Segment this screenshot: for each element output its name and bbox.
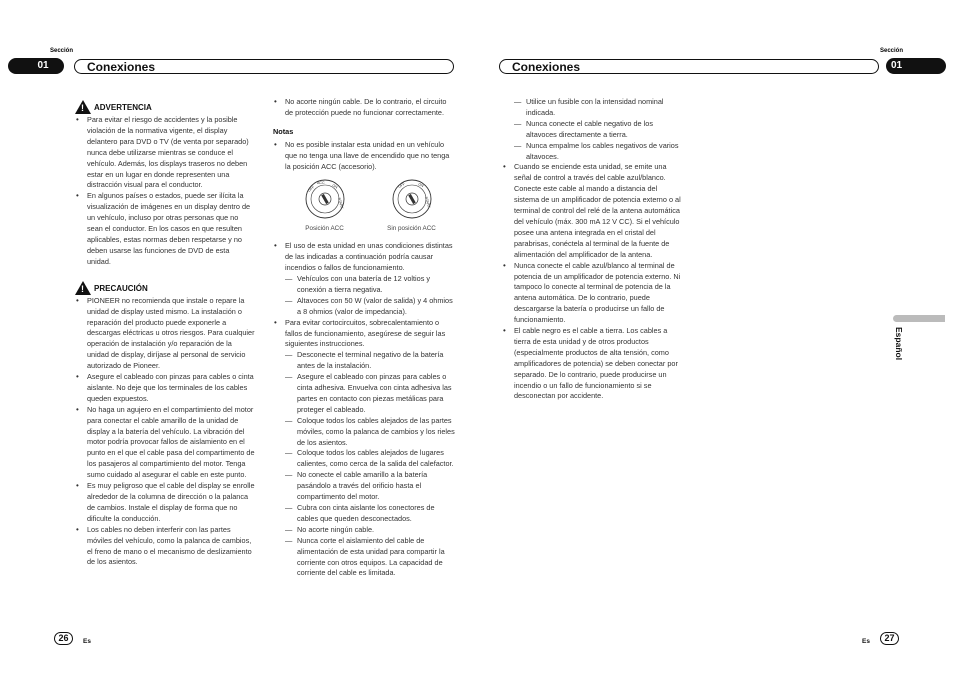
top-dash-list xyxy=(502,97,684,162)
figure-noacc xyxy=(387,178,437,235)
right-bullet-list xyxy=(502,162,684,402)
list-item: • Los cables no deben interferir con las partes móviles del vehículo, como la palanca de cambios, el freno de mano o el mecanismo de deslizamiento de los asientos. xyxy=(75,525,255,569)
advertencia-list xyxy=(75,115,255,268)
dash-item: — Asegure el cableado con pinzas para cables o cinta adhesiva. Envuelva con cinta adhesiva las partes en contacto con piezas metálicas para proteger el cableado. xyxy=(285,372,455,416)
list-item: • En algunos países o estados, puede ser ilícita la visualización de imágenes en un display dentro de un vehículo, incluso por otras personas que no sean el conductor. En los casos en que resulten aplicables, estas normas deben respetarse y no deben usarse las funciones de DVD de esta unidad. xyxy=(75,191,255,267)
dash-item: — Vehículos con una batería de 12 voltios y conexión a tierra negativa. xyxy=(285,274,455,296)
page-number-right: 27 xyxy=(880,632,899,645)
section-number-text-left: 01 xyxy=(37,60,49,71)
warning-icon xyxy=(75,100,91,114)
list-item: • Nunca conecte el cable azul/blanco al terminal de potencia de un amplificador de potencia externo. Ni tampoco lo conecte al terminal de potencia de la antena automática. De lo contrario, puede descargarse la batería o producirse un fallo de funcionamiento. xyxy=(502,261,684,326)
corto-dash-list xyxy=(285,350,455,579)
list-item: • Asegure el cableado con pinzas para cables o cinta aislante. No deje que los terminales de los cables queden expuestos. xyxy=(75,372,255,405)
lang-code-left: Es xyxy=(83,638,91,645)
section-number-left xyxy=(8,58,64,74)
page-number-left: 26 xyxy=(54,632,73,645)
title-bar-left xyxy=(74,59,454,74)
notas-list xyxy=(273,140,455,173)
section-label-left: Sección xyxy=(50,48,74,54)
list-item xyxy=(273,241,455,317)
list-item: • PIONEER no recomienda que instale o repare la unidad de display usted mismo. La instalación o reparación del producto puede exponerle a descargas eléctricas u otros riesgos. Para cualquier operación de instalación y/o reparación de la unidad de display, diríjase al personal de servicio autorizado de Pioneer. xyxy=(75,296,255,372)
figure-acc xyxy=(300,178,350,235)
dash-item: — Cubra con cinta aislante los conectores de cables que queden desconectados. xyxy=(285,503,455,525)
column-1 xyxy=(75,100,255,568)
title-bar-right xyxy=(499,59,879,74)
uso-text: • El uso de esta unidad en unas condiciones distintas de las indicadas a continuación podría causar incendios o fallos de funcionamiento. xyxy=(285,241,453,273)
dash-item: — Utilice un fusible con la intensidad nominal indicada. xyxy=(514,97,684,119)
uso-dash-list xyxy=(285,274,455,318)
advertencia-heading xyxy=(75,100,255,114)
language-tab xyxy=(893,315,945,322)
precaucion-title: PRECAUCIÓN xyxy=(94,283,148,293)
noacc-caption: Sin posición ACC xyxy=(387,225,436,233)
dash-item: — Nunca corte el aislamiento del cable de alimentación de esta unidad para compartir la corriente con otros equipos. La capacidad de corriente del cable es limitada. xyxy=(285,536,455,580)
cortocircuitos-text: • Para evitar cortocircuitos, sobrecalentamiento o fallos de funcionamiento, asegúrese de seguir las siguientes instrucciones. xyxy=(285,317,446,349)
dash-item: — Coloque todos los cables alejados de las partes móviles, como la palanca de cambios y los rieles de los asientos. xyxy=(285,416,455,449)
uso-list xyxy=(273,241,455,579)
notas-heading: Notas xyxy=(273,126,294,136)
list-item: • El cable negro es el cable a tierra. Los cables a tierra de esta unidad y de otros productos (especialmente productos de alta tensión, como amplificadores de potencia) se deben conectar por separado. De lo contrario, puede producirse un incendio o un fallo de funcionamiento si se desconectan por accidente. xyxy=(502,326,684,402)
dash-item: — Nunca conecte el cable negativo de los altavoces directamente a tierra. xyxy=(514,119,684,141)
top-list xyxy=(273,97,455,119)
dash-item: — Desconecte el terminal negativo de la batería antes de la instalación. xyxy=(285,350,455,372)
page-title-right: Conexiones xyxy=(512,60,581,74)
column-2 xyxy=(273,97,455,579)
section-number-text-right: 01 xyxy=(891,60,903,71)
acc-caption: Posición ACC xyxy=(305,225,344,233)
acc-mark-on: ON xyxy=(331,183,338,190)
list-item: • No haga un agujero en el compartimiento del motor para conectar el cable amarillo de la unidad de display a la batería del vehículo. La vibración del motor podría provocar fallos de aislamiento en el punto en el que el cable pasa del compartimento de los pasajeros al compartimiento del motor. Tenga sumo cuidado al asegurar el cable en este punto. xyxy=(75,405,255,481)
ignition-figures xyxy=(273,178,455,235)
list-item: • Es muy peligroso que el cable del display se enrolle alrededor de la columna de dirección o la palanca de cambios. Instale el display de forma que no dificulte la conducción. xyxy=(75,481,255,525)
noacc-mark-start: START xyxy=(423,196,431,209)
noacc-mark-on: ON xyxy=(417,182,424,189)
dash-item: — Nunca empalme los cables negativos de varios altavoces. xyxy=(514,141,684,163)
ignition-noacc-icon xyxy=(387,178,437,220)
acc-mark-start: START xyxy=(336,197,344,210)
dash-item: — No acorte ningún cable. xyxy=(285,525,455,536)
list-item xyxy=(273,318,455,580)
list-item: • Cuando se enciende esta unidad, se emite una señal de control a través del cable azul/blanco. Conecte este cable al mando a distancia del sistema de un amplificador de potencia externo o al terminal de control del relé de la antena automática del vehículo (máx. 300 mA 12 V CC). Si el vehículo posee una antena integrada en el cristal del parabrisas, conéctela al terminal de la fuente de alimentación del amplificador de la antena. xyxy=(502,162,684,260)
precaucion-heading xyxy=(75,281,255,295)
list-item: • No acorte ningún cable. De lo contrario, el circuito de protección puede no funcionar correctamente. xyxy=(273,97,455,119)
language-label: Español xyxy=(894,327,904,361)
list-item: • No es posible instalar esta unidad en un vehículo que no tenga una llave de encendido que no tenga la posición ACC (accesorio). xyxy=(273,140,455,173)
advertencia-title: ADVERTENCIA xyxy=(94,103,152,113)
precaucion-list xyxy=(75,296,255,569)
acc-mark-off: OFF xyxy=(306,185,315,194)
section-number-right xyxy=(886,58,946,74)
noacc-mark-off: OFF xyxy=(397,182,406,190)
section-label-right: Sección xyxy=(880,48,904,54)
dash-item: — Altavoces con 50 W (valor de salida) y 4 ohmios a 8 ohmios (valor de impedancia). xyxy=(285,296,455,318)
acc-mark-acc: ACC xyxy=(316,181,325,186)
lang-code-right: Es xyxy=(862,638,870,645)
list-item: • Para evitar el riesgo de accidentes y la posible violación de la normativa vigente, el display delantero para DVD o TV (de venta por separado) nunca debe utilizarse mientras se conduce el vehículo. Además, los displays traseros no deben estar en un lugar en donde representen una distracción visual para el conductor. xyxy=(75,115,255,191)
dash-item: — No conecte el cable amarillo a la batería pasándolo a través del orificio hasta el compartimento del motor. xyxy=(285,470,455,503)
page-title-left: Conexiones xyxy=(87,60,156,74)
column-3 xyxy=(502,97,684,402)
dash-item: — Coloque todos los cables alejados de lugares calientes, como cerca de la salida del calefactor. xyxy=(285,448,455,470)
ignition-acc-icon xyxy=(300,178,350,220)
caution-icon xyxy=(75,281,91,295)
